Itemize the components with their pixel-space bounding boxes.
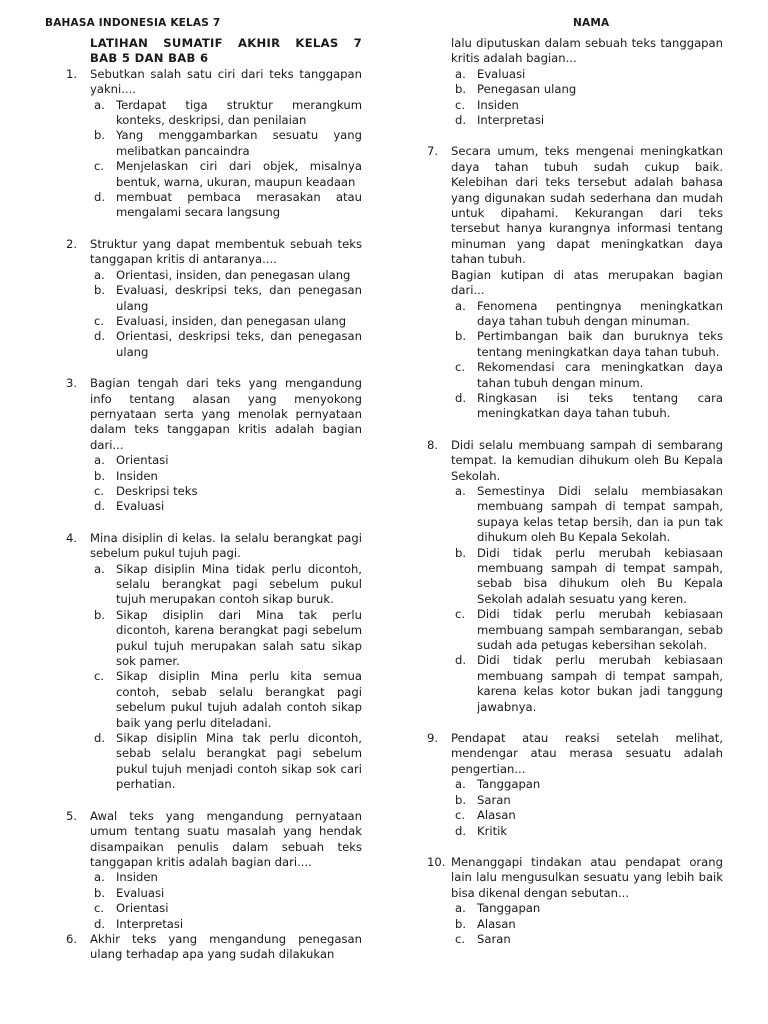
option-d: d. Ringkasan isi teks tentang cara meningkatkan daya tahan tubuh. <box>455 390 723 421</box>
question-number: 6. <box>66 931 78 946</box>
header-name-label: NAMA <box>573 17 610 29</box>
question-prompt: Bagian kutipan di atas merupakan bagian dari... <box>451 267 723 298</box>
question-number: 9. <box>427 731 439 746</box>
option-d: d. Evaluasi <box>94 499 165 514</box>
option-list <box>451 299 723 422</box>
option-d: d. Sikap disiplin Mina tak perlu dicontoh, sebab selalu berangkat pagi sebelum pukul tujuh menjadi contoh sikap sok cari perhatian. <box>94 731 362 792</box>
option-c: c. Rekomendasi cara meningkatkan daya tahan tubuh dengan minum. <box>455 360 723 390</box>
option-list <box>90 98 362 221</box>
option-b: b. Saran <box>455 792 511 807</box>
option-d: d. Interpretasi <box>94 916 184 931</box>
option-c: c. Saran <box>455 931 511 946</box>
question-text: Pendapat atau reaksi setelah melihat, mendengar atau merasa sesuatu adalah pengertian... <box>451 731 723 776</box>
option-b: b. Didi tidak perlu merubah kebiasaan membuang sampah di tempat sampah, sebab bisa dihukum oleh Bu Kepala Sekolah adalah sesuatu yang keren. <box>455 545 723 606</box>
option-d: d. Kritik <box>455 823 508 838</box>
option-c: c. Menjelaskan ciri dari objek, misalnya bentuk, warna, ukuran, maupun keadaan <box>94 159 362 189</box>
question-text: Didi selalu membuang sampah di sembarang tempat. Ia kemudian dihukum oleh Bu Kepala Sekolah. <box>451 437 723 483</box>
option-list <box>451 901 723 947</box>
option-b: b. Yang menggambarkan sesuatu yang melibatkan pancaindra <box>94 128 362 158</box>
question-text: Awal teks yang mengandung pernyataan umum tentang suatu masalah yang hendak disampaikan penulis dalam sebuah teks tanggapan kritis adalah bagian dari.... <box>90 808 362 869</box>
question-text: Akhir teks yang mengandung penegasan ulang terhadap apa yang sudah dilakukan <box>90 931 362 962</box>
option-d: d. membuat pembaca merasakan atau mengalami secara langsung <box>94 190 362 220</box>
option-c: c. Insiden <box>455 97 519 112</box>
option-c: c. Alasan <box>455 808 516 823</box>
question-1 <box>66 67 362 221</box>
question-text: Mina disiplin di kelas. Ia selalu berangkat pagi sebelum pukul tujuh pagi. <box>90 530 362 561</box>
option-a: a. Fenomena pentingnya meningkatkan daya tahan tubuh dengan minuman. <box>455 298 723 328</box>
option-b: b. Alasan <box>455 916 516 931</box>
question-9 <box>427 731 723 839</box>
option-b: b. Pertimbangan baik dan buruknya teks tentang meningkatkan daya tahan tubuh. <box>455 329 723 359</box>
option-a: a. Tanggapan <box>455 777 541 792</box>
header-subject: BAHASA INDONESIA KELAS 7 <box>45 17 221 29</box>
question-10 <box>427 855 723 947</box>
question-number: 3. <box>66 376 78 391</box>
option-a: a. Tanggapan <box>455 901 541 916</box>
exam-title-line1: LATIHAN SUMATIF AKHIR KELAS 7 <box>90 36 362 50</box>
question-number: 1. <box>66 66 78 81</box>
option-list <box>90 870 362 932</box>
option-a: a. Semestinya Didi selalu membiasakan membuang sampah di tempat sampah, supaya kelas tetap bersih, dan ia pun tak dihukum oleh Bu Kepala Sekolah. <box>455 483 723 545</box>
question-4 <box>66 531 362 793</box>
option-b: b. Sikap disiplin dari Mina tak perlu dicontoh, karena berangkat pagi sebelum pukul tujuh merupakan salah satu sikap sok pamer. <box>94 607 362 669</box>
option-b: b. Evaluasi <box>94 885 165 900</box>
question-text: Secara umum, teks mengenai meningkatkan daya tahan tubuh sudah cukup baik. Kelebihan dari teks tersebut adalah bahasa yang digunakan sudah sederhana dan mudah untuk dipahami. Kekurangan dari teks tersebut hanya kurangnya informasi tentang minuman yang dapat meningkatkan daya tahan tubuh. <box>451 144 723 267</box>
option-a: a. Insiden <box>94 870 158 885</box>
option-list <box>90 453 362 515</box>
option-a: a. Orientasi <box>94 453 169 468</box>
option-c: c. Evaluasi, insiden, dan penegasan ulang <box>94 313 347 328</box>
question-number: 8. <box>427 437 439 452</box>
right-column <box>427 36 723 947</box>
option-list <box>90 562 362 793</box>
question-7 <box>427 144 723 421</box>
question-number: 10. <box>427 854 446 869</box>
option-d: d. Didi tidak perlu merubah kebiasaan membuang sampah di tempat sampah, karena kelas kotor bukan jadi tanggung jawabnya. <box>455 653 723 714</box>
question-text: Menanggapi tindakan atau pendapat orang lain lalu mengusulkan sesuatu yang lebih baik bisa dikenal dengan sebutan... <box>451 854 723 900</box>
question-3 <box>66 376 362 515</box>
option-b: b. Penegasan ulang <box>455 82 577 97</box>
option-a: a. Terdapat tiga struktur merangkum konteks, deskripsi, dan penilaian <box>94 97 362 128</box>
question-6-continued <box>427 36 723 128</box>
option-b: b. Evaluasi, deskripsi teks, dan penegasan ulang <box>94 283 362 313</box>
question-8 <box>427 438 723 715</box>
option-a: a. Evaluasi <box>455 66 526 81</box>
option-d: d. Orientasi, deskripsi teks, dan penegasan ulang <box>94 329 362 359</box>
option-a: a. Sikap disiplin Mina tidak perlu dicontoh, selalu berangkat pagi sebelum pukul tujuh merupakan contoh sikap buruk. <box>94 561 362 607</box>
left-column <box>66 36 362 963</box>
question-5 <box>66 809 362 932</box>
question-number: 7. <box>427 144 439 159</box>
question-text: Struktur yang dapat membentuk sebuah teks tanggapan kritis di antaranya.... <box>90 236 362 267</box>
option-b: b. Insiden <box>94 468 158 483</box>
question-number: 5. <box>66 808 78 823</box>
question-text: Sebutkan salah satu ciri dari teks tanggapan yakni.... <box>90 66 362 97</box>
option-list <box>451 484 723 715</box>
exam-title-line2: BAB 5 DAN BAB 6 <box>90 51 209 66</box>
option-c: c. Sikap disiplin Mina perlu kita semua contoh, sebab selalu berangkat pagi sebelum pukul tujuh adalah contoh sikap baik yang perlu diteladani. <box>94 669 362 730</box>
question-text: Bagian tengah dari teks yang mengandung info tentang alasan yang menyokong pernyataan serta yang menolak pernyataan dalam teks tanggapan kritis adalah bagian dari... <box>90 376 362 452</box>
option-list <box>451 777 723 839</box>
question-number: 4. <box>66 530 78 545</box>
option-list <box>90 268 362 360</box>
option-c: c. Orientasi <box>94 901 169 916</box>
option-c: c. Deskripsi teks <box>94 483 198 498</box>
option-a: a. Orientasi, insiden, dan penegasan ulang <box>94 267 351 282</box>
question-2 <box>66 237 362 360</box>
option-c: c. Didi tidak perlu merubah kebiasaan membuang sampah sembarangan, sebab sudah ada petugas kebersihan sekolah. <box>455 607 723 653</box>
question-6 <box>66 932 362 963</box>
option-list <box>451 67 723 129</box>
option-d: d. Interpretasi <box>455 113 545 128</box>
question-number: 2. <box>66 236 78 251</box>
question-text-continued: lalu diputuskan dalam sebuah teks tanggapan kritis adalah bagian... <box>451 36 723 66</box>
